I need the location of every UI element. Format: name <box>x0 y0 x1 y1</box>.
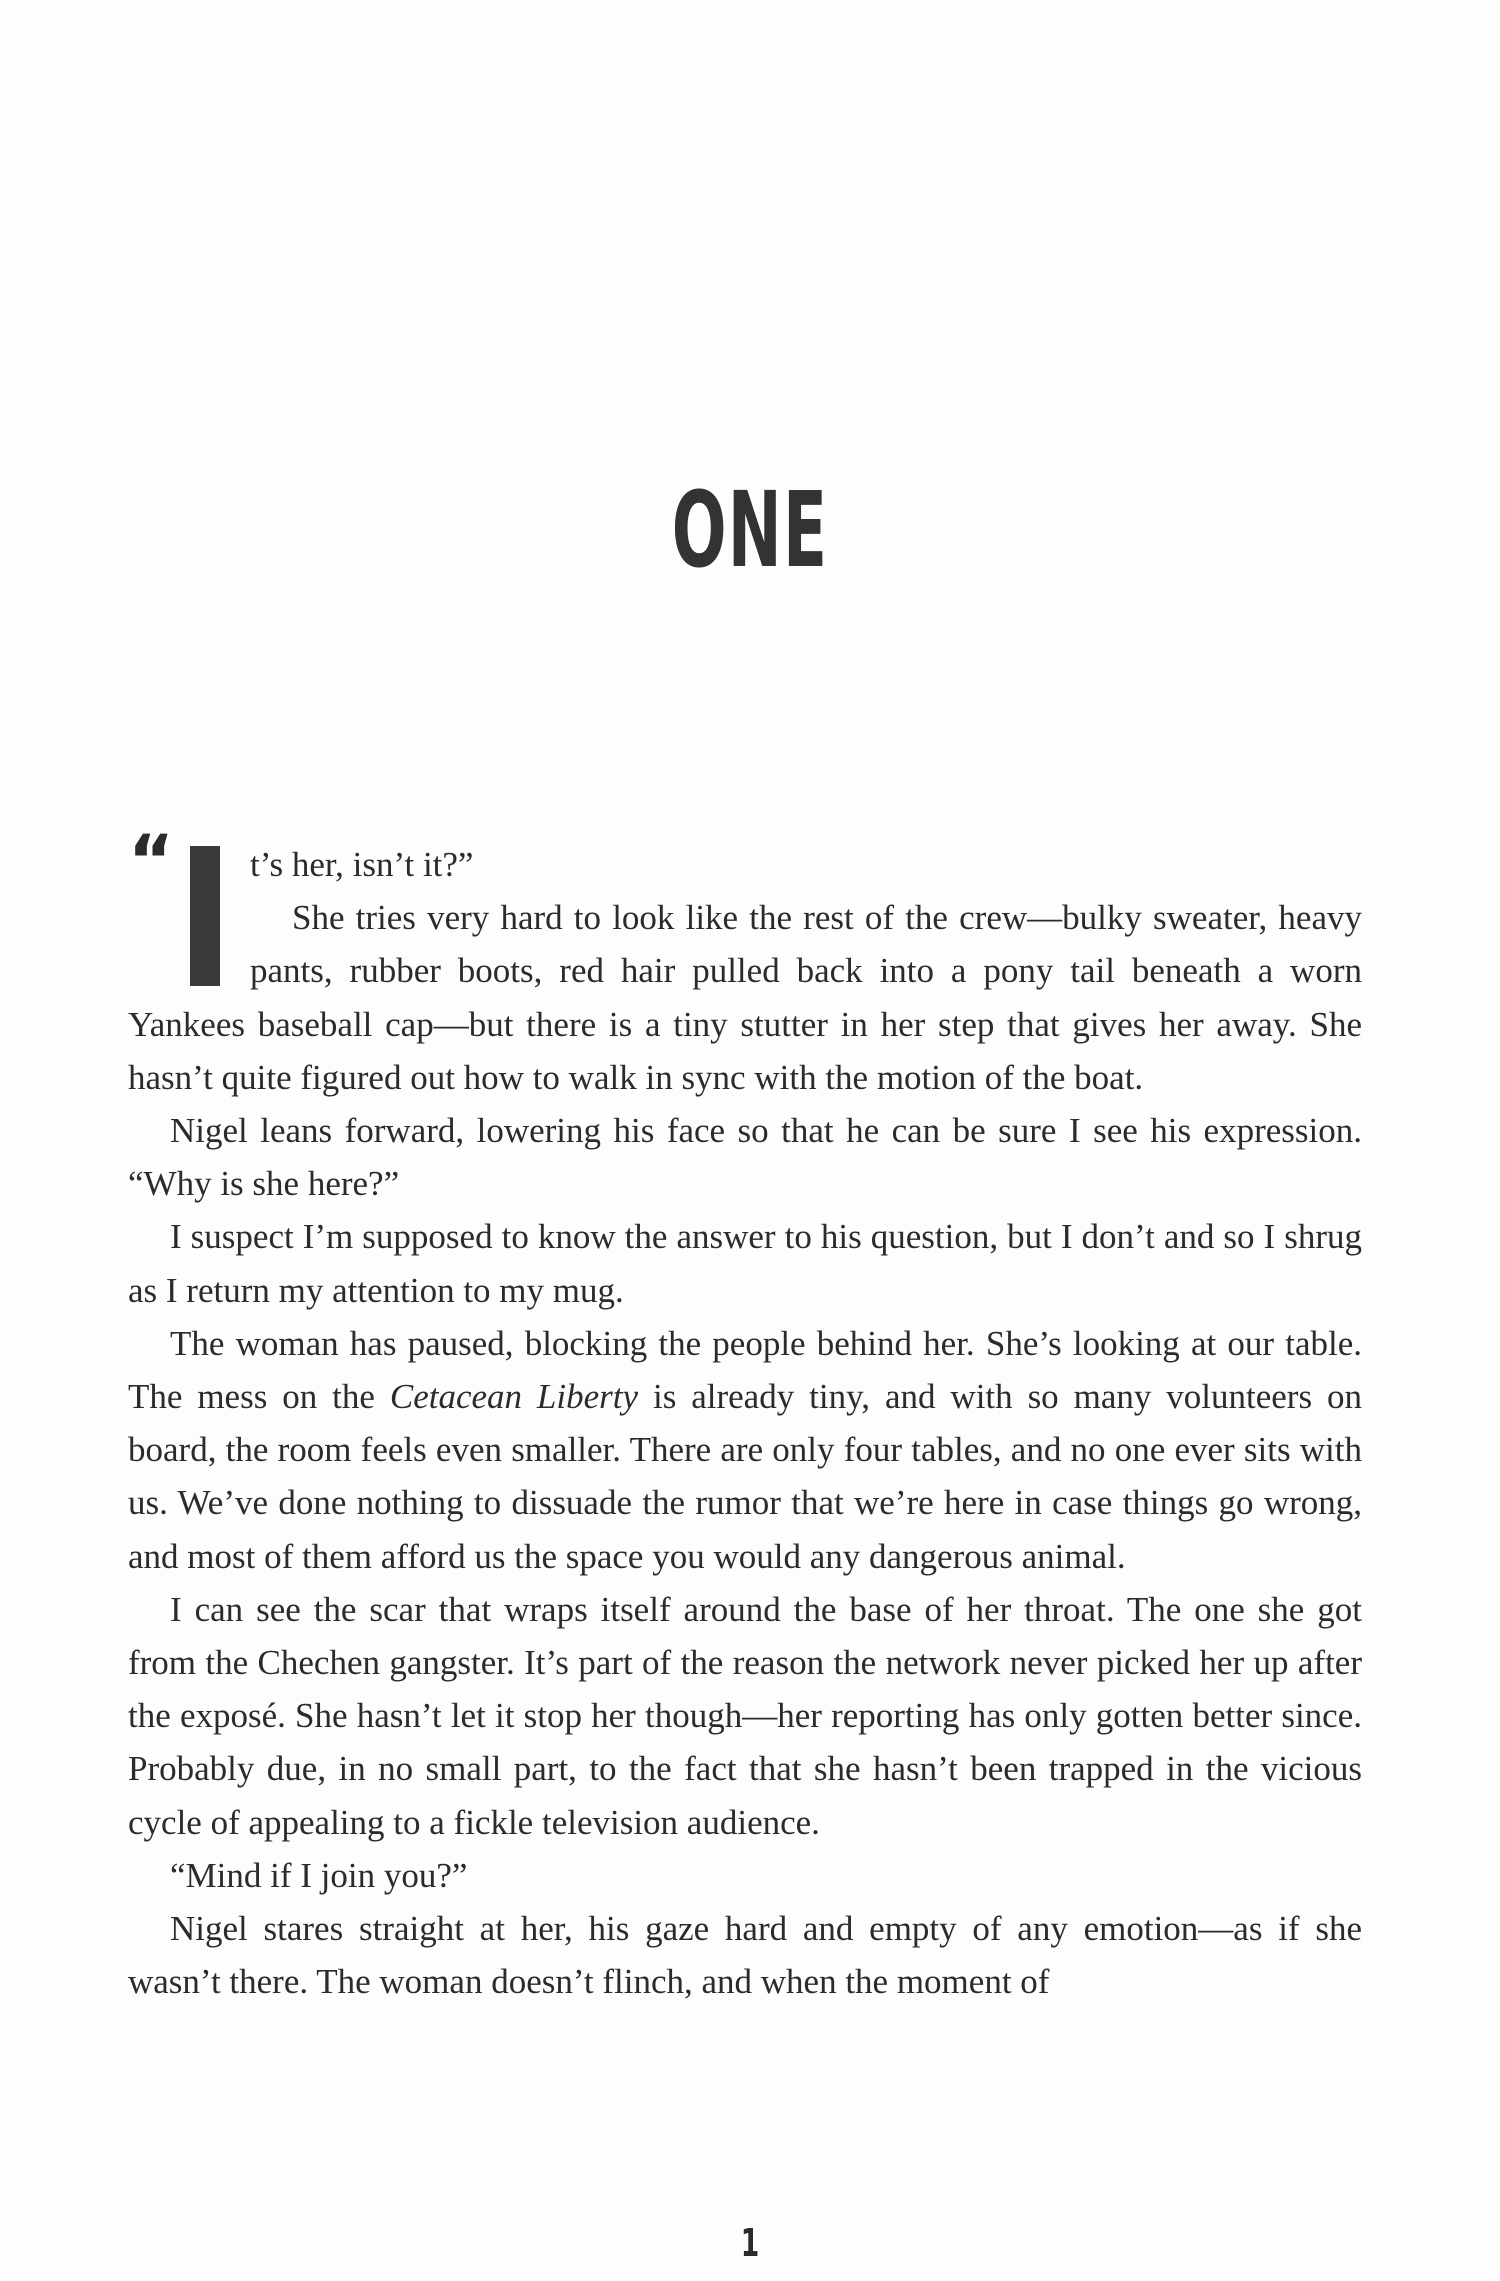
paragraph <box>128 1104 1362 1210</box>
paragraph <box>128 1902 1362 2008</box>
paragraph-text: I suspect I’m supposed to know the answer to his question, but I don’t and so I shrug as I return my attention to my mug. <box>128 1217 1362 1310</box>
paragraph <box>128 1583 1362 1849</box>
paragraph-text: t’s her, isn’t it?” <box>250 845 474 884</box>
drop-cap-open-quote: “ <box>128 820 175 902</box>
paragraph-text-after: is already tiny, and with so many volunteers on board, the room feels even smaller. There are only four tables, and no one ever sits with us. We’ve done nothing to dissuade the rumor that we’re here in case things go wrong, and most of them afford us the space you would any dangerous animal. <box>128 1377 1362 1576</box>
paragraph <box>128 1210 1362 1316</box>
chapter-title: ONE <box>671 469 829 591</box>
paragraph <box>128 891 1362 1104</box>
paragraph-text: “Mind if I join you?” <box>170 1855 468 1895</box>
paragraph-text: She tries very hard to look like the rest of the crew—bulky sweater, heavy pants, rubber boots, red hair pulled back into a pony tail beneath a worn Yankees baseball cap—but there is a tiny stutter in her step that gives her away. She hasn’t quite figured out how to walk in sync with the motion of the boat. <box>128 898 1362 1097</box>
paragraph-text-before: The woman has paused, blocking the people behind her. She’s looking at our table. The mess on the <box>128 1323 1362 1417</box>
chapter-body <box>128 820 1362 2008</box>
ship-name: Cetacean Liberty <box>389 1377 639 1417</box>
paragraph <box>128 1317 1362 1583</box>
drop-cap <box>128 820 236 990</box>
drop-cap-letter <box>190 846 220 986</box>
paragraph-text: I can see the scar that wraps itself around the base of her throat. The one she got from the Chechen gangster. It’s part of the reason the network never picked her up after the exposé. She hasn’t let it stop her though—her reporting has only gotten better since. Probably due, in no small part, to the fact that she hasn’t been trapped in the vicious cycle of appealing to a fickle television audience. <box>128 1589 1362 1842</box>
paragraph-opening <box>128 820 1362 902</box>
page-number: 1 <box>740 2221 760 2265</box>
paragraph-text: Nigel stares straight at her, his gaze hard and empty of any emotion—as if she wasn’t there. The woman doesn’t flinch, and when the moment of <box>128 1909 1362 2002</box>
paragraph-text: Nigel leans forward, lowering his face so that he can be sure I see his expression. “Why is she here?” <box>128 1111 1362 1204</box>
paragraph <box>128 1849 1362 1902</box>
